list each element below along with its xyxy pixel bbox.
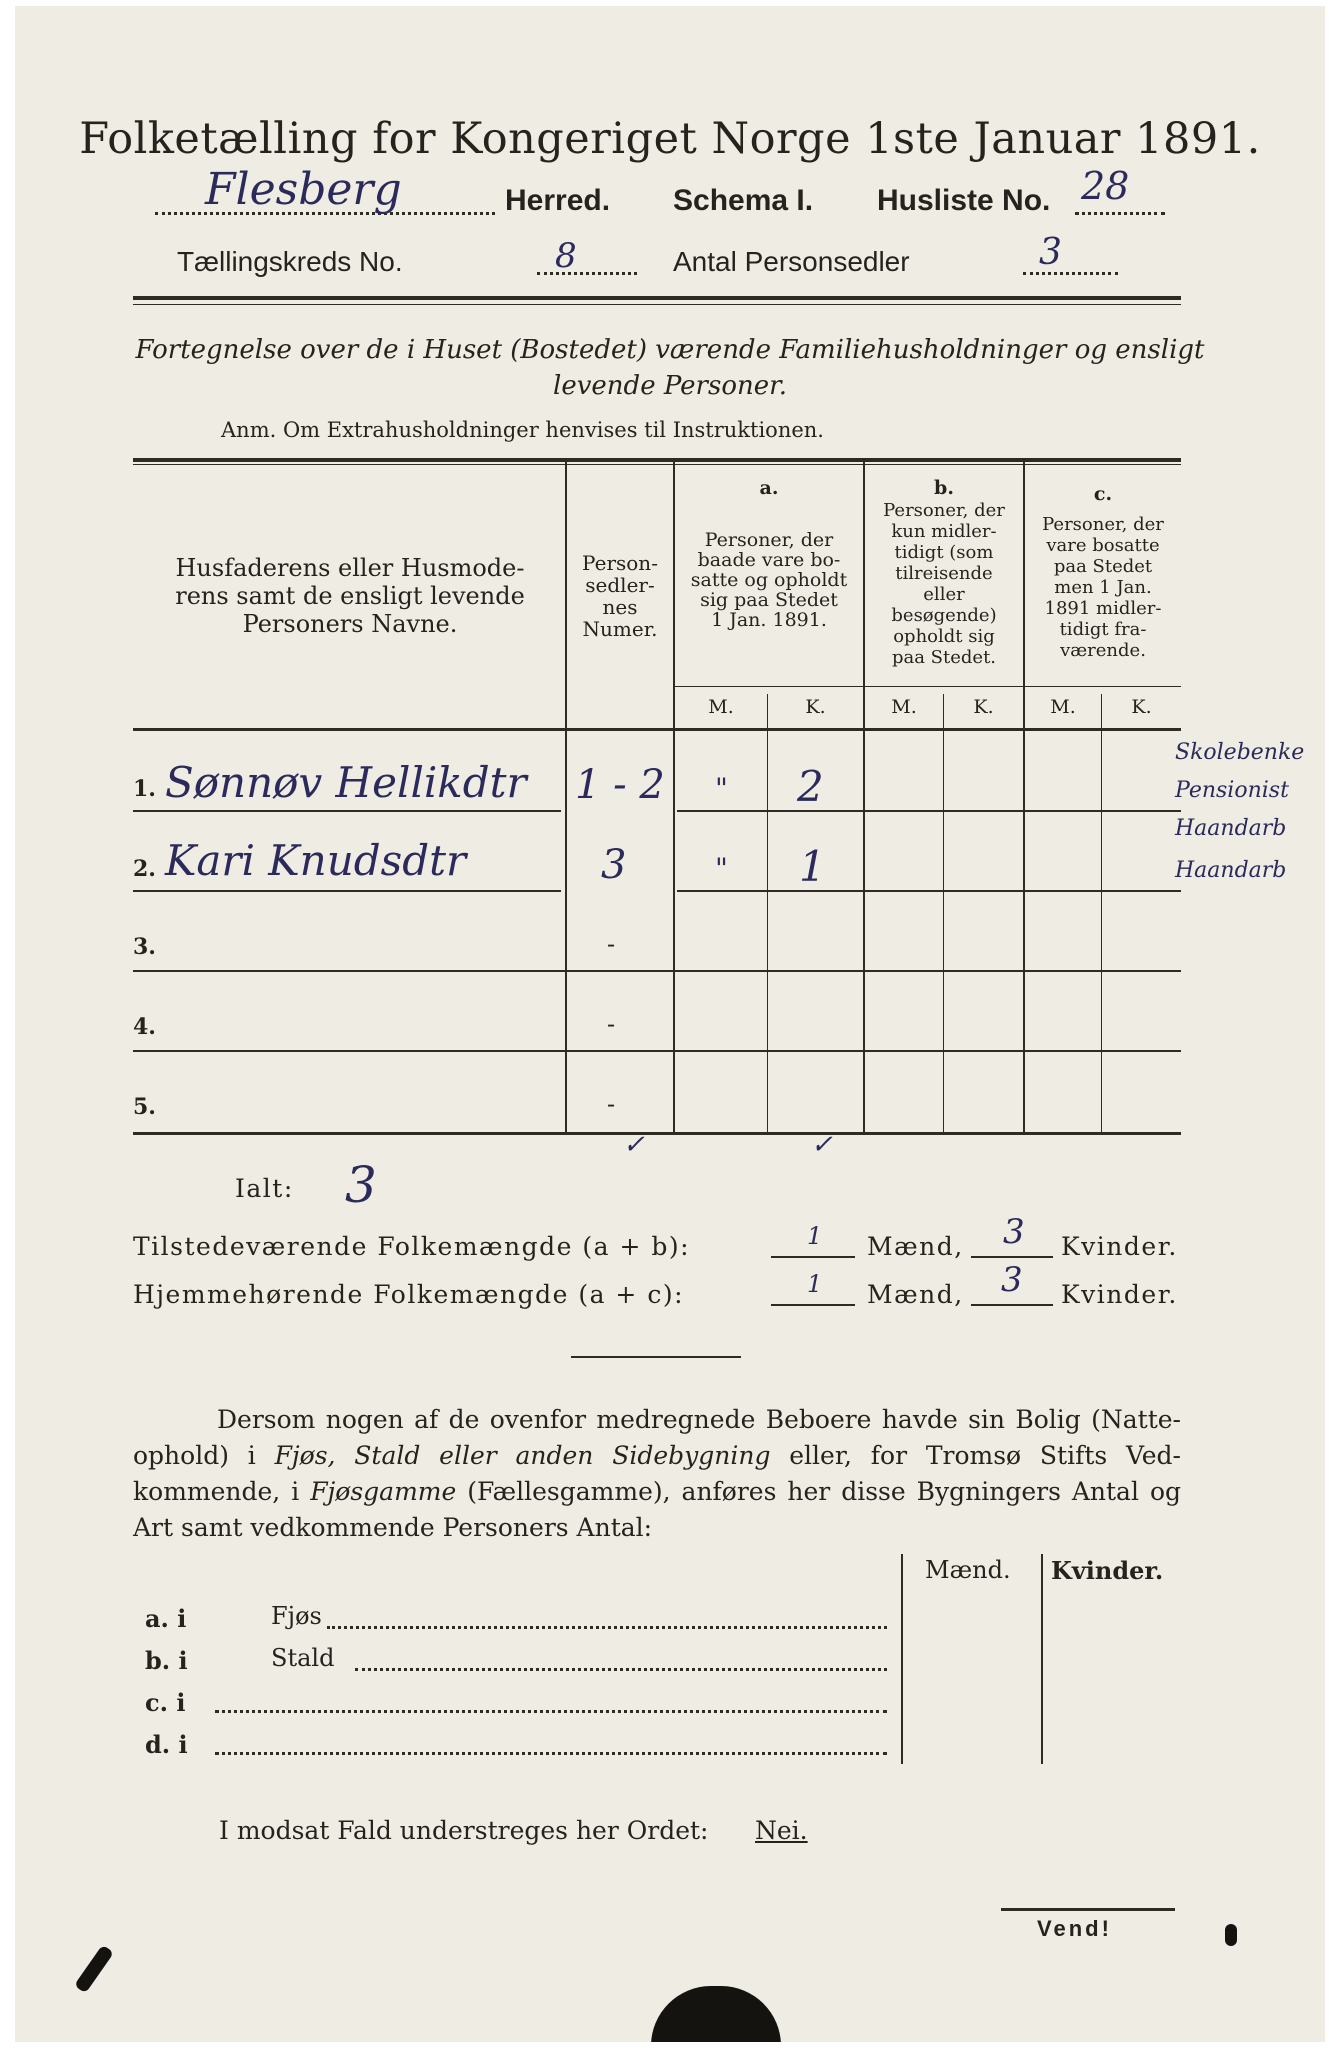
tilstede-k-line bbox=[971, 1256, 1053, 1258]
anm-note: Anm. Om Extrahusholdninger henvises til Instruktionen. bbox=[221, 418, 824, 442]
schema-label: Schema I. bbox=[673, 184, 814, 217]
personsedler-value: 3 bbox=[1039, 232, 1062, 273]
row4-number: 4. bbox=[133, 1014, 156, 1040]
description-line2: levende Personer. bbox=[553, 371, 787, 401]
check-mark-num: ✓ bbox=[623, 1130, 645, 1160]
binding-stain bbox=[651, 1986, 781, 2042]
hjemme-k-line bbox=[971, 1304, 1053, 1306]
tilstede-maend-label: Mænd, bbox=[867, 1232, 964, 1261]
personsedler-label: Antal Personsedler bbox=[673, 246, 910, 277]
row3-number: 3. bbox=[133, 934, 156, 960]
husliste-dotline bbox=[1075, 212, 1165, 215]
vend-text: Vend! bbox=[1037, 1916, 1112, 1941]
row2-a-m: " bbox=[715, 852, 728, 885]
census-form-page bbox=[15, 6, 1325, 2042]
bygning-d-dotline bbox=[215, 1752, 887, 1755]
col-a-letter: a. bbox=[759, 477, 779, 499]
bygning-paragraph: Dersom nogen af de ovenfor medregnede Beboere havde sin Bolig (Natte- ophold) i Fjøs, Stald eller anden Sidebygning eller, for Tromsø Stifts Ved- kommende, i Fjøsgamme (Fællesgamme), anføres her disse Bygningers Antal og Art samt vedkommende Personers Antal: bbox=[133, 1405, 1181, 1542]
vrule-c-mk bbox=[1101, 694, 1102, 1132]
tilstede-m-line bbox=[771, 1256, 855, 1258]
hjemme-kvinder-label: Kvinder. bbox=[1061, 1280, 1178, 1309]
row1-rule-name bbox=[133, 810, 561, 812]
kreds-value: 8 bbox=[555, 236, 577, 276]
header-rule-thin bbox=[133, 304, 1181, 305]
col-c-letter: c. bbox=[1093, 483, 1113, 505]
hjemme-k: 3 bbox=[1001, 1260, 1023, 1300]
row1-a-m: " bbox=[715, 772, 728, 805]
vrule-b-mk bbox=[943, 694, 944, 1132]
row2-rule-cols bbox=[677, 890, 1181, 892]
bygning-kvinder-header: Kvinder. bbox=[1051, 1556, 1164, 1585]
bygning-a-name: Fjøs bbox=[271, 1602, 322, 1630]
bygning-a-label: a. i bbox=[145, 1604, 187, 1633]
bygning-c-dotline bbox=[215, 1710, 887, 1713]
col-b-header: Personer, der kun midler- tidigt (som tilreisende eller besøgende) opholdt sig paa Stedet. bbox=[883, 500, 1005, 668]
bygning-vrule-2 bbox=[1041, 1554, 1043, 1764]
personsedler-dotline bbox=[1023, 272, 1118, 275]
husliste-label: Husliste No. bbox=[877, 184, 1051, 217]
description-line1: Fortegnelse over de i Huset (Bostedet) værende Familiehusholdninger og ensligt bbox=[135, 335, 1205, 365]
bygning-b-label: b. i bbox=[145, 1646, 188, 1675]
tilstede-k: 3 bbox=[1003, 1212, 1025, 1252]
c-k-label: K. bbox=[1131, 696, 1152, 718]
row2-rule-name bbox=[133, 890, 561, 892]
row5-person-num: - bbox=[607, 1090, 616, 1118]
header-rule-thick bbox=[133, 296, 1181, 300]
tilstede-m: 1 bbox=[807, 1222, 823, 1250]
row1-person-num: 1 - 2 bbox=[575, 762, 665, 808]
col-name-header: Husfaderens eller Husmode- rens samt de ensligt levende Personers Navne. bbox=[175, 554, 525, 638]
mk-top-rule bbox=[673, 686, 1181, 687]
hjemme-maend-label: Mænd, bbox=[867, 1280, 964, 1309]
row2-number: 2. bbox=[133, 856, 156, 882]
row3-person-num: - bbox=[607, 930, 616, 958]
kreds-label: Tællingskreds No. bbox=[177, 246, 403, 277]
bygning-d-label: d. i bbox=[145, 1730, 188, 1759]
bygning-maend-header: Mænd. bbox=[925, 1556, 1011, 1584]
row2-remark: Haandarb bbox=[1175, 858, 1287, 883]
col-a-header: Personer, der baade vare bo- satte og opholdt sig paa Stedet 1 Jan. 1891. bbox=[690, 529, 848, 631]
col-c-header: Personer, der vare bosatte paa Stedet men 1 Jan. 1891 midler- tidigt fra- værende. bbox=[1042, 514, 1164, 661]
check-mark-a: ✓ bbox=[811, 1130, 833, 1160]
row1-remark: Skolebenke Pensionist Haandarb bbox=[1175, 740, 1305, 841]
ink-mark-left bbox=[74, 1945, 114, 1994]
hjemme-m-line bbox=[771, 1304, 855, 1306]
row1-number: 1. bbox=[133, 776, 156, 802]
col-b-letter: b. bbox=[934, 477, 954, 499]
row2-person-num: 3 bbox=[601, 842, 627, 888]
ink-mark-right bbox=[1225, 1924, 1237, 1946]
modsat-text: I modsat Fald understreges her Ordet: bbox=[219, 1816, 709, 1845]
row1-a-k: 2 bbox=[797, 762, 824, 811]
b-m-label: M. bbox=[891, 696, 917, 718]
c-m-label: M. bbox=[1050, 696, 1076, 718]
hjemme-m: 1 bbox=[807, 1270, 823, 1298]
row4-rule bbox=[133, 1050, 1181, 1052]
nei-word: Nei. bbox=[755, 1816, 808, 1845]
vrule-a-mk bbox=[767, 694, 768, 1132]
tilstede-kvinder-label: Kvinder. bbox=[1061, 1232, 1178, 1261]
section-divider bbox=[571, 1356, 741, 1358]
col-num-header: Person- sedler- nes Numer. bbox=[582, 551, 658, 641]
bygning-c-label: c. i bbox=[145, 1688, 186, 1717]
tilstede-label: Tilstedeværende Folkemængde (a + b): bbox=[133, 1232, 691, 1261]
bygning-b-name: Stald bbox=[271, 1644, 335, 1672]
row4-person-num: - bbox=[607, 1010, 616, 1038]
row1-rule-cols bbox=[677, 810, 1181, 812]
kreds-dotline bbox=[537, 272, 637, 275]
row3-rule bbox=[133, 970, 1181, 972]
a-k-label: K. bbox=[805, 696, 826, 718]
row2-name: Kari Knudsdtr bbox=[165, 836, 467, 885]
a-m-label: M. bbox=[708, 696, 734, 718]
vend-rule bbox=[1001, 1908, 1175, 1911]
bygning-a-dotline bbox=[327, 1626, 887, 1629]
husliste-value: 28 bbox=[1081, 164, 1130, 208]
ialt-label: Ialt: bbox=[235, 1174, 294, 1203]
table-bottom-rule bbox=[133, 1132, 1181, 1135]
bygning-b-dotline bbox=[355, 1668, 887, 1671]
b-k-label: K. bbox=[973, 696, 994, 718]
row2-a-k: 1 bbox=[799, 842, 826, 891]
row1-name: Sønnøv Hellikdtr bbox=[165, 758, 527, 807]
hjemme-label: Hjemmehørende Folkemængde (a + c): bbox=[133, 1280, 684, 1309]
row5-number: 5. bbox=[133, 1094, 156, 1120]
form-title: Folketælling for Kongeriget Norge 1ste Januar 1891. bbox=[79, 114, 1261, 164]
herred-label: Herred. bbox=[505, 184, 611, 217]
herred-value: Flesberg bbox=[205, 164, 402, 215]
bygning-vrule-1 bbox=[901, 1554, 903, 1764]
ialt-value: 3 bbox=[345, 1156, 377, 1214]
